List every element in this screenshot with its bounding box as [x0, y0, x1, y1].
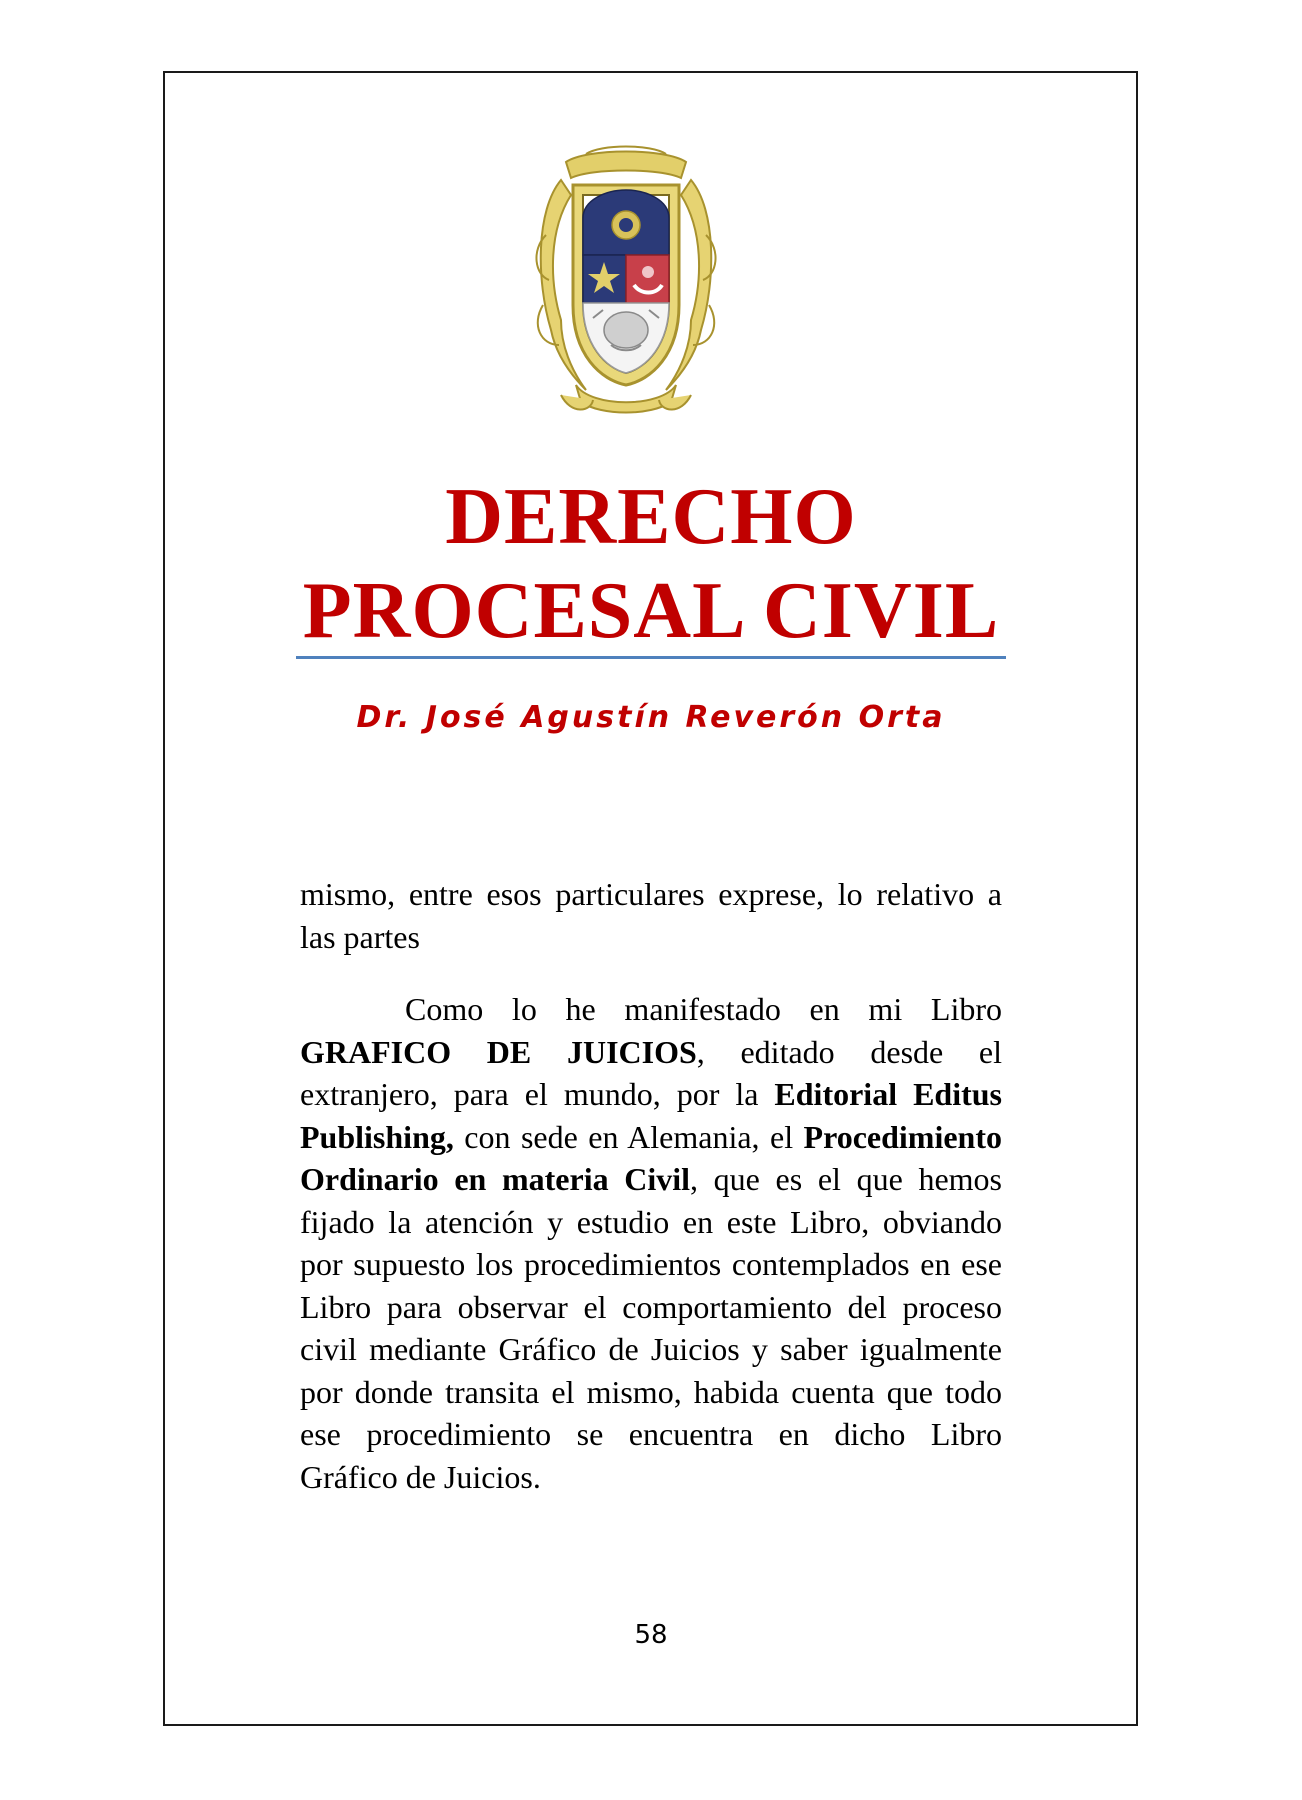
author-name: Dr. José Agustín Reverón Orta — [356, 700, 946, 735]
paragraph-2 — [300, 988, 1002, 1498]
title-line-2: PROCESAL CIVIL — [302, 567, 1000, 655]
para2-text-4: , que es el que hemos fijado la atención y estudio en este Libro, obviando por supuesto los procedimientos contemplados en ese Libro para observar el comportamiento del proceso civil mediante Gráfico de Juicios y saber igualmente por donde transita el mismo, habida cuenta que todo ese procedimiento se encuentra en dicho Libro Gráfico de Juicios. — [300, 1161, 1003, 1495]
para2-bold-2: Editorial Editus Publishing, — [300, 1076, 1002, 1155]
title-divider — [296, 656, 1006, 659]
title-line-1: DERECHO — [445, 473, 857, 561]
para2-bold-3: Procedimiento Ordinario en materia Civil — [300, 1118, 1002, 1197]
paragraph-1: mismo, entre esos particulares exprese, lo relativo a las partes — [300, 876, 1002, 955]
para2-text-3: con sede en Alemania, el — [453, 1118, 804, 1155]
document-title — [296, 470, 1006, 658]
page-number: 58 — [634, 1620, 668, 1650]
para2-text-1: Como lo he manifestado en mi Libro — [405, 991, 1002, 1027]
body-text — [300, 873, 1002, 1498]
para2-bold-1: GRAFICO DE JUICIOS — [300, 1033, 697, 1070]
university-crest-icon — [531, 140, 721, 420]
para2-text-2: , editado desde el extranjero, para el mundo, por la — [300, 1033, 1003, 1112]
